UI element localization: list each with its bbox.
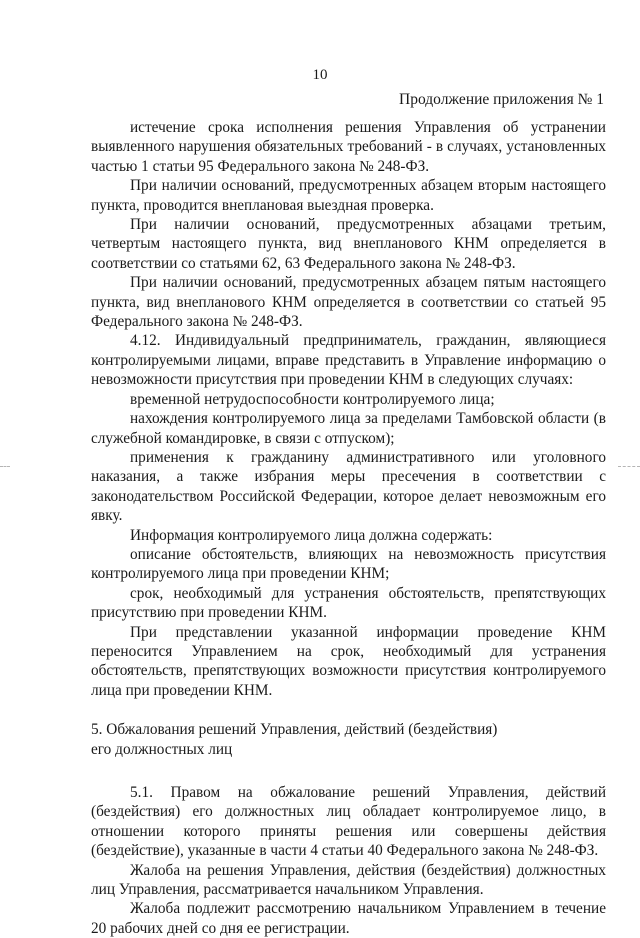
- paragraph: применения к гражданину административного или уголовного наказания, а также избрания меры пресечения в соответствии с законодательством Российской Федерации, которое делает невозможным его явку.: [91, 448, 606, 525]
- section-heading-line-2: его должностных лиц: [91, 740, 233, 758]
- scan-margin-mark-left: [0, 466, 10, 467]
- paragraph: При наличии оснований, предусмотренных абзацем вторым настоящего пункта, проводится внеплановая выездная проверка.: [91, 177, 606, 214]
- paragraph: временной нетрудоспособности контролируемого лица;: [130, 390, 495, 408]
- page-number: 10: [312, 67, 328, 83]
- paragraph: нахождения контролируемого лица за пределами Тамбовской области (в служебной командировке, в связи с отпуском);: [91, 410, 606, 447]
- document-body: [91, 118, 606, 938]
- paragraph: При наличии оснований, предусмотренных абзацами третьим, четвертым настоящего пункта, вид внепланового КНМ определяется в соответствии со статьями 62, 63 Федерального закона № 248-ФЗ.: [91, 216, 606, 272]
- paragraph: Информация контролируемого лица должна содержать:: [130, 526, 493, 544]
- appendix-continuation-label: Продолжение приложения № 1: [399, 91, 604, 108]
- paragraph: 4.12. Индивидуальный предприниматель, гражданин, являющиеся контролируемыми лицами, вправе представить в Управление информацию о невозможности присутствия при проведении КНМ в следующих случаях:: [91, 332, 606, 389]
- paragraph: описание обстоятельств, влияющих на невозможность присутствия контролируемого лица при проведении КНМ;: [91, 545, 606, 583]
- section-heading: [91, 720, 606, 759]
- section-paragraph: Жалоба на решения Управления, действия (бездействия) должностных лиц Управления, рассматривается начальником Управления.: [91, 861, 606, 899]
- section-paragraph: 5.1. Правом на обжалование решений Управления, действий (бездействия) его должностных лиц обладает контролируемое лицо, в отношении которого приняты решения или совершены действия (бездействие), указанные в части 4 статьи 40 Федерального закона № 248-ФЗ.: [91, 784, 606, 860]
- paragraph: При наличии оснований, предусмотренных абзацем пятым настоящего пункта, вид внепланового КНМ определяется в соответствии со статьей 95 Федерального закона № 248-ФЗ.: [91, 274, 606, 331]
- paragraph: При представлении указанной информации проведение КНМ переносится Управлением на срок, необходимый для устранения обстоятельств, препятствующих возможности присутствия контролируемого лица при проведении КНМ.: [91, 623, 606, 699]
- paragraph: срок, необходимый для устранения обстоятельств, препятствующих присутствию при проведении КНМ.: [91, 584, 606, 622]
- paragraph: истечение срока исполнения решения Управления об устранении выявленного нарушения обязательных требований - в случаях, установленных частью 1 статьи 95 Федерального закона № 248-ФЗ.: [91, 119, 606, 175]
- scan-margin-mark-right: [618, 466, 640, 467]
- section-heading-line-1: 5. Обжалования решений Управления, действий (бездействия): [91, 721, 498, 739]
- section-paragraph: Жалоба подлежит рассмотрению начальником Управлением в течение 20 рабочих дней со дня ее регистрации.: [91, 900, 606, 937]
